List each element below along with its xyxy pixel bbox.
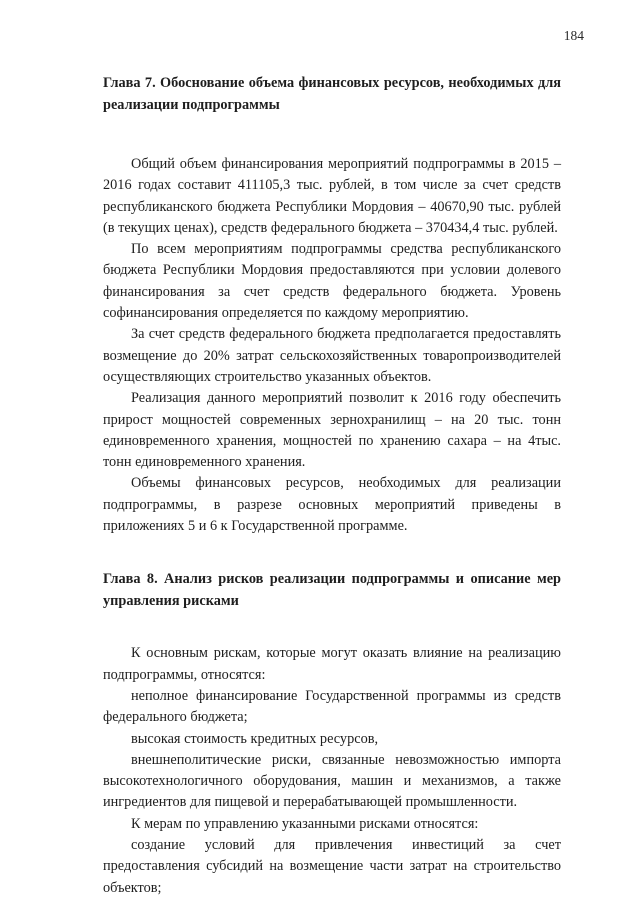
page-number: 184 bbox=[563, 28, 584, 43]
risk-item: высокая стоимость кредитных ресурсов, bbox=[131, 730, 379, 747]
paragraph: За счет средств федерального бюджета предполагается предоставлять возмещение до 20% затрат сельскохозяйственных товаропроизводителей осуществляющих строительство указанных объектов. bbox=[103, 326, 561, 385]
paragraph: Реализация данного мероприятий позволит к 2016 году обеспечить прирост мощностей современных зернохранилищ – на 20 тыс. тонн единовременного хранения, мощностей по хранению сахара – на 4тыс. тонн единовременного хранения. bbox=[103, 390, 561, 471]
paragraph: Общий объем финансирования мероприятий подпрограммы в 2015 – 2016 годах составит 411105,3 тыс. рублей, в том числе за счет средств республиканского бюджета Республики Мордовия – 40670,90 тыс. рублей (в текущих ценах), средств федерального бюджета – 370434,4 тыс. рублей. bbox=[103, 156, 561, 236]
document-body bbox=[103, 73, 561, 899]
chapter-8-heading: Глава 8. Анализ рисков реализации подпрограммы и описание мер управления рисками bbox=[103, 571, 561, 609]
risk-item: внешнеполитические риски, связанные невозможностью импорта высокотехнологичного оборудования, машин и механизмов, а также ингредиентов для пищевой и перерабатывающей промышленности. bbox=[103, 751, 561, 811]
measure-item: создание условий для привлечения инвестиций за счет предоставления субсидий на возмещение части затрат на строительство объектов; bbox=[103, 837, 561, 896]
measures-intro: К мерам по управлению указанными рисками относятся: bbox=[131, 815, 479, 832]
risk-item: неполное финансирование Государственной программы из средств федерального бюджета; bbox=[103, 687, 561, 726]
paragraph: По всем мероприятиям подпрограммы средства республиканского бюджета Республики Мордовия предоставляются при условии долевого финансирования за счет средств федерального бюджета. Уровень софинансирования определяется по каждому мероприятию. bbox=[103, 241, 561, 322]
chapter-8-section bbox=[103, 643, 561, 899]
paragraph: Объемы финансовых ресурсов, необходимых для реализации подпрограммы, в разрезе основных мероприятий приведены в приложениях 5 и 6 к Государственной программе. bbox=[103, 475, 561, 535]
chapter-7-heading: Глава 7. Обоснование объема финансовых ресурсов, необходимых для реализации подпрограммы bbox=[103, 75, 561, 113]
chapter-7-section bbox=[103, 154, 561, 537]
risks-intro: К основным рискам, которые могут оказать влияние на реализацию подпрограммы, относятся: bbox=[103, 645, 561, 683]
